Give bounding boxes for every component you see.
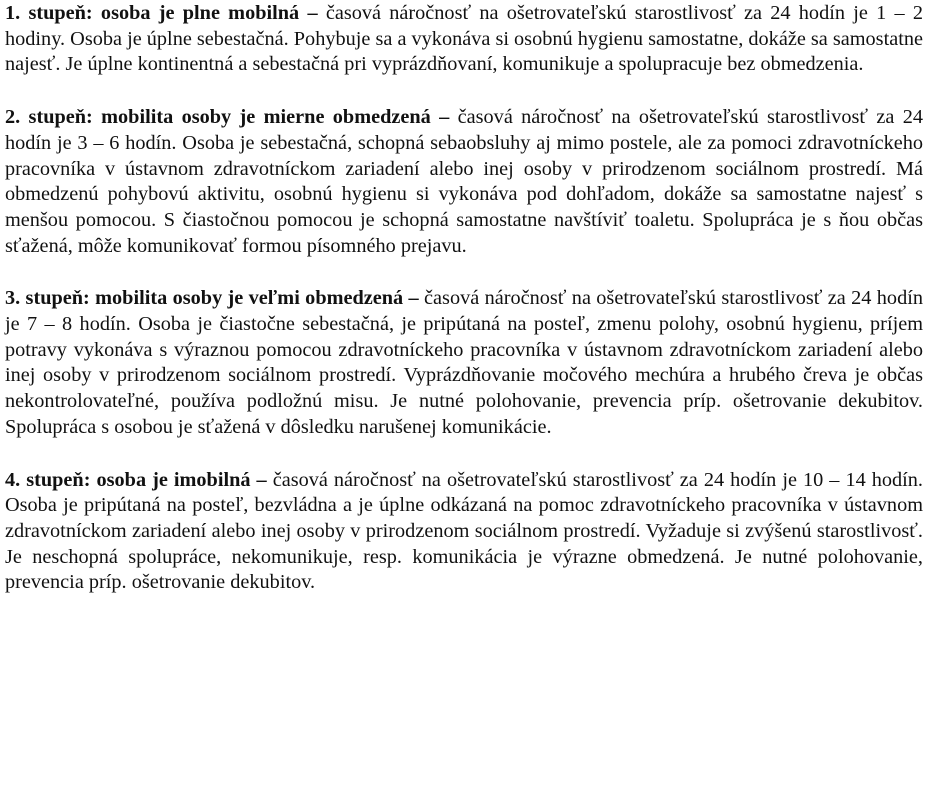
heading-dash: – xyxy=(250,468,273,491)
mobility-level-1-heading: 1. stupeň: osoba je plne mobilná xyxy=(5,2,300,24)
document-page xyxy=(5,0,923,596)
mobility-level-1-paragraph xyxy=(5,0,923,78)
heading-dash: – xyxy=(430,106,458,129)
heading-dash: – xyxy=(403,287,425,310)
mobility-level-3-heading: 3. stupeň: mobilita osoby je veľmi obmedzená xyxy=(5,287,404,310)
heading-dash: – xyxy=(299,2,326,24)
mobility-level-4-paragraph xyxy=(5,467,923,597)
mobility-level-2-heading: 2. stupeň: mobilita osoby je mierne obmedzená xyxy=(5,106,431,129)
mobility-level-2-body: časová náročnosť na ošetrovateľskú starostlivosť za 24 hodín je 3 – 6 hodín. Osoba je sebestačná, schopná sebaobsluhy aj mimo postele, ale za pomoci zdravotníckeho pracovníka v ústavnom zdravotníckom zariadení alebo inej osoby v prirodzenom sociálnom prostredí. Má obmedzenú pohybovú aktivitu, osobnú hygienu si vykonáva pod dohľadom, dokáže sa samostatne najesť s menšou pomocou. S čiastočnou pomocou je schopná samostatne navštíviť toaletu. Spolupráca je s ňou občas sťažená, môže komunikovať formou písomného prejavu. xyxy=(5,106,923,257)
mobility-level-4-heading: 4. stupeň: osoba je imobilná xyxy=(5,468,251,491)
mobility-level-3-paragraph xyxy=(5,285,923,440)
mobility-level-2-paragraph xyxy=(5,104,923,259)
mobility-level-3-body: časová náročnosť na ošetrovateľskú starostlivosť za 24 hodín je 7 – 8 hodín. Osoba je čiastočne sebestačná, je pripútaná na posteľ, zmenu polohy, osobnú hygienu, príjem potravy vykonáva s výraznou pomocou zdravotníckeho pracovníka v ústavnom zdravotníckom zariadení alebo inej osoby v prirodzenom sociálnom prostredí. Vyprázdňovanie močového mechúra a hrubého čreva je občas nekontrolovateľné, používa podložnú misu. Je nutné polohovanie, prevencia príp. ošetrovanie dekubitov. Spolupráca s osobou je sťažená v dôsledku narušenej komunikácie. xyxy=(5,287,923,438)
mobility-level-4-body: časová náročnosť na ošetrovateľskú starostlivosť za 24 hodín je 10 – 14 hodín. Osoba je pripútaná na posteľ, bezvládna a je úplne odkázaná na pomoc zdravotníckeho pracovníka v ústavnom zdravotníckom zariadení alebo inej osoby v prirodzenom sociálnom prostredí. Vyžaduje si zvýšenú starostlivosť. Je neschopná spolupráce, nekomunikuje, resp. komunikácia je výrazne obmedzená. Je nutné polohovanie, prevencia príp. ošetrovanie dekubitov. xyxy=(5,468,924,594)
mobility-level-1-body: časová náročnosť na ošetrovateľskú starostlivosť za 24 hodín je 1 – 2 hodiny. Osoba je úplne sebestačná. Pohybuje sa a vykonáva si osobnú hygienu samostatne, dokáže sa samostatne najesť. Je úplne kontinentná a sebestačná pri vyprázdňovaní, komunikuje a spolupracuje bez obmedzenia. xyxy=(5,2,924,76)
